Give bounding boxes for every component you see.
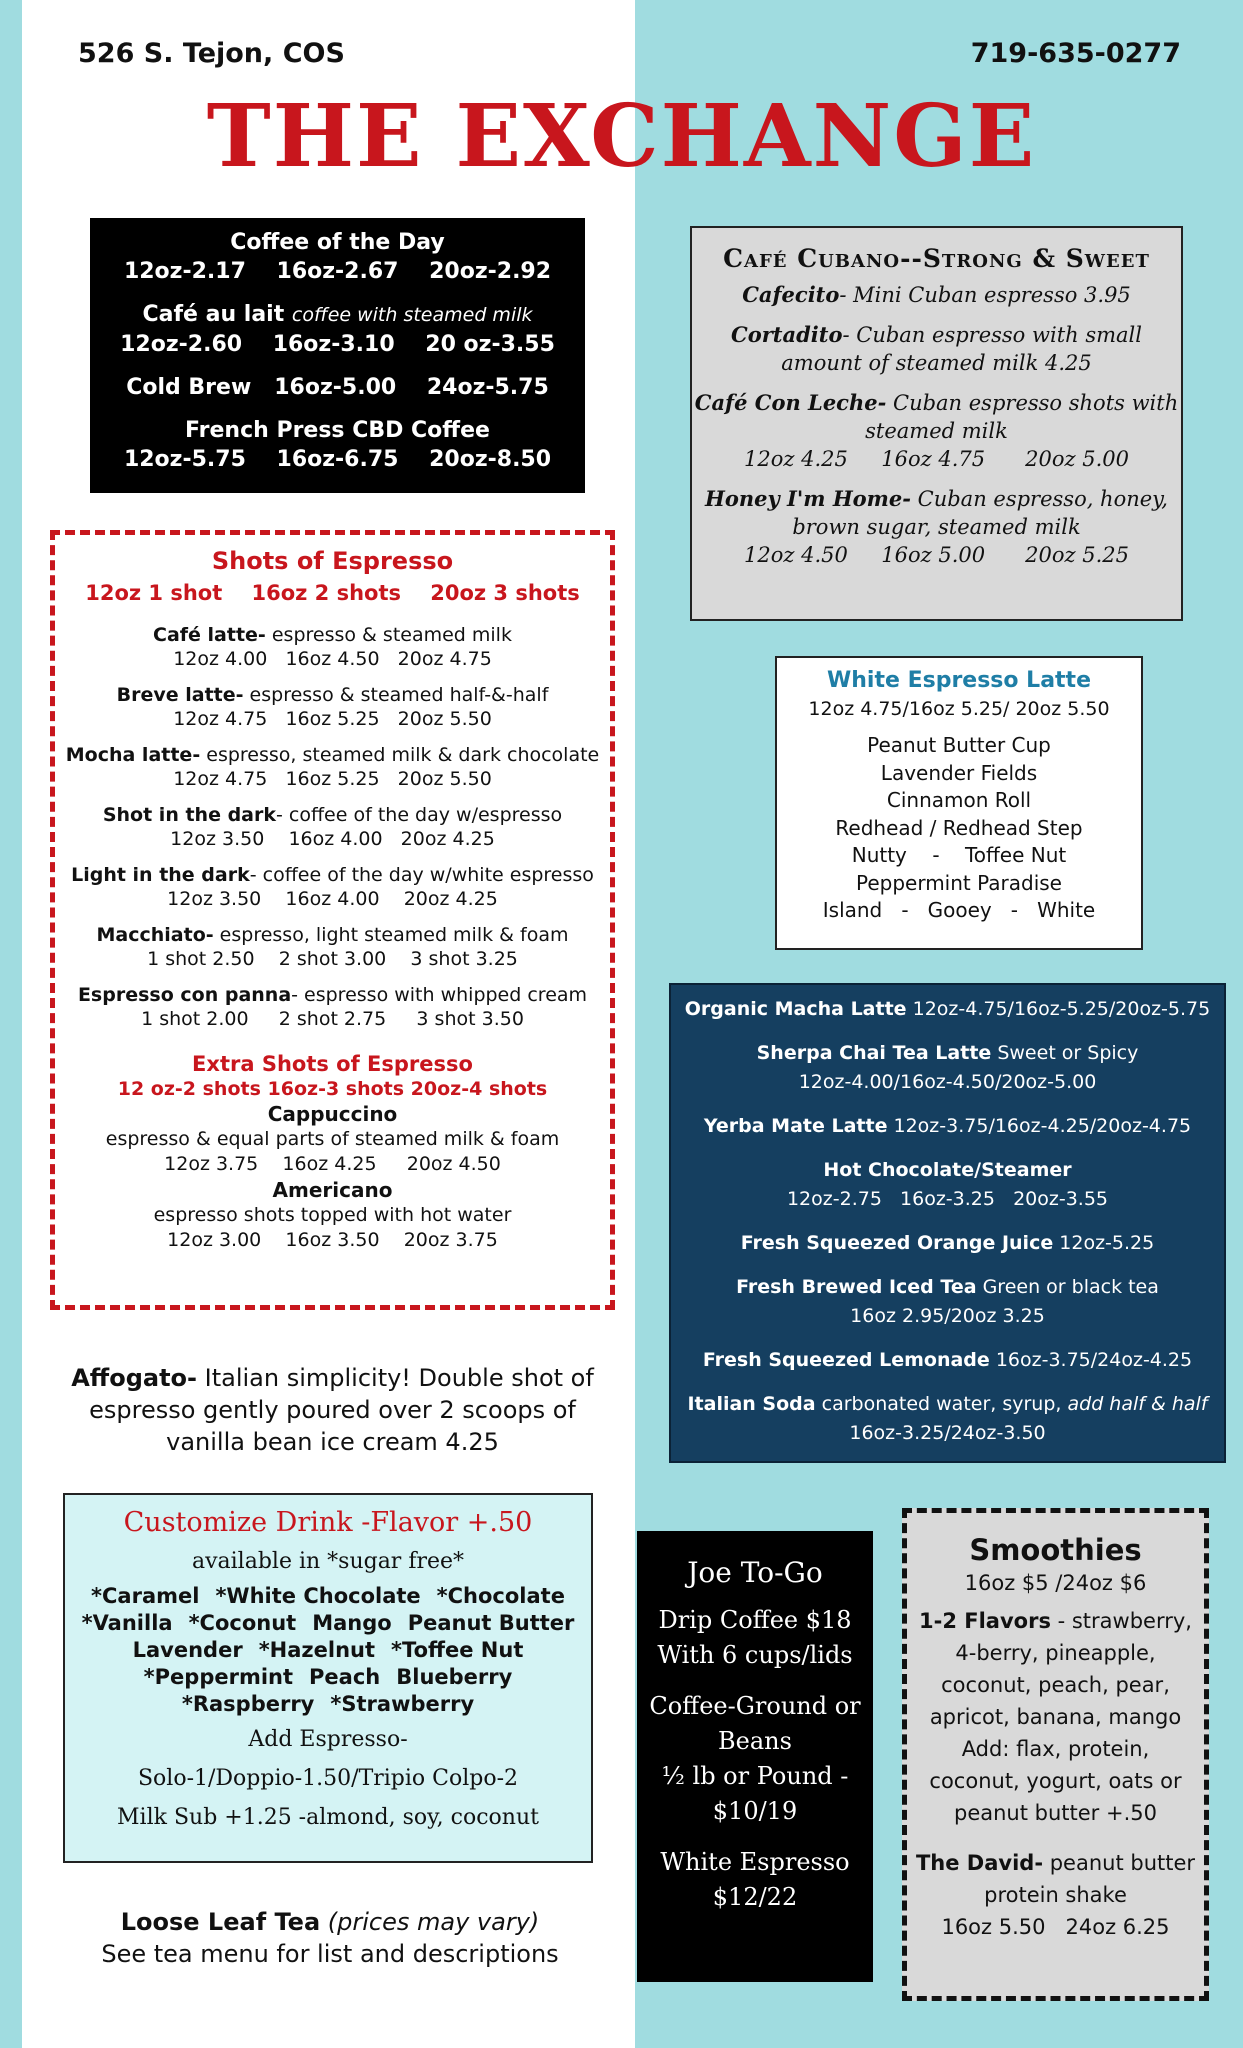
joe-drip-coffee — [637, 1603, 873, 1673]
white-latte-flavor: Lavender Fields — [880, 760, 1038, 785]
white-espresso-latte-box — [775, 656, 1143, 950]
specialty-item — [671, 1039, 1224, 1097]
tea-note: (prices may vary) — [320, 1908, 540, 1936]
joe-line: $12/22 — [712, 1883, 798, 1911]
espresso-shot-options: Solo-1/Doppio-1.50/Tripio Colpo-2 — [137, 1766, 519, 1791]
smoothie-flavor-line — [907, 1637, 1204, 1669]
cappuccino-desc: espresso & equal parts of steamed milk & foam — [105, 1128, 560, 1150]
espresso-item-line — [55, 623, 610, 647]
specialty-item-line — [671, 1390, 1224, 1419]
smoothie-flavor-text: - strawberry, — [1050, 1609, 1192, 1633]
espresso-item-name: Espresso con panna — [77, 984, 292, 1006]
customize-drink-box — [63, 1493, 593, 1863]
cubano-item — [692, 389, 1181, 473]
espresso-item — [55, 683, 610, 731]
espresso-item-name: Breve latte- — [116, 684, 244, 706]
specialty-item-name: Hot Chocolate/Steamer — [823, 1159, 1072, 1181]
espresso-heading: Shots of Espresso — [211, 547, 454, 575]
espresso-item — [55, 983, 610, 1031]
flavor-list — [65, 1583, 591, 1718]
flavor-name: *Caramel — [91, 1584, 200, 1608]
specialty-item — [671, 1112, 1224, 1141]
espresso-item-name: Macchiato- — [96, 924, 214, 946]
espresso-item-desc: espresso & steamed half-&-half — [243, 684, 549, 706]
smoothie-flavor-text: peanut butter +.50 — [954, 1801, 1157, 1825]
specialty-item-line — [671, 1112, 1224, 1141]
specialty-item-name: Fresh Squeezed Orange Juice — [740, 1232, 1054, 1254]
specialty-item-prices: 12oz-4.00/16oz-4.50/20oz-5.00 — [798, 1071, 1097, 1093]
joe-line: Beans — [718, 1727, 792, 1755]
espresso-item-desc: - espresso with whipped cream — [291, 984, 588, 1006]
cubano-item-name: Cafecito — [742, 282, 840, 307]
espresso-sizes: 12oz 1 shot 16oz 2 shots 20oz 3 shots — [85, 581, 580, 605]
flavor-row — [65, 1664, 591, 1691]
smoothie-flavor-line — [907, 1733, 1204, 1765]
smoothies-sizes: 16oz $5 /24oz $6 — [964, 1571, 1147, 1595]
specialty-item-name: Organic Macha Latte — [684, 998, 907, 1020]
the-david-line2: protein shake — [984, 1883, 1127, 1907]
affogato-item — [55, 1362, 610, 1458]
specialty-item-prices: 12oz-2.75 16oz-3.25 20oz-3.55 — [786, 1188, 1109, 1210]
cubano-item-desc: Cuban espresso shots with steamed milk — [865, 391, 1179, 443]
extra-shots-sizes: 12 oz-2 shots 16oz-3 shots 20oz-4 shots — [117, 1078, 548, 1100]
espresso-item-prices: 12oz 4.75 16oz 5.25 20oz 5.50 — [173, 768, 492, 790]
flavor-name: *Toffee Nut — [391, 1638, 524, 1662]
espresso-item-prices: 1 shot 2.00 2 shot 2.75 3 shot 3.50 — [141, 1008, 524, 1030]
cubano-heading: Café Cubano--Strong & Sweet — [723, 244, 1150, 273]
americano-prices: 12oz 3.00 16oz 3.50 20oz 3.75 — [167, 1229, 498, 1251]
espresso-item — [55, 923, 610, 971]
flavor-name: *White Chocolate — [215, 1584, 421, 1608]
flavor-name: *Vanilla — [81, 1611, 173, 1635]
smoothie-flavor-line — [907, 1765, 1204, 1797]
cafe-au-lait-prices: 12oz-2.60 16oz-3.10 20 oz-3.55 — [120, 332, 555, 357]
specialty-item-line — [671, 1273, 1224, 1302]
add-espresso-label: Add Espresso- — [248, 1727, 408, 1752]
espresso-item-line — [55, 803, 610, 827]
specialty-item-line — [671, 1039, 1224, 1068]
flavor-name: *Strawberry — [330, 1692, 475, 1716]
flavor-row — [65, 1583, 591, 1610]
coffee-of-day-prices: 12oz-2.17 16oz-2.67 20oz-2.92 — [123, 259, 552, 284]
joe-coffee-beans — [637, 1689, 873, 1829]
cubano-item-name: Cortadito — [731, 322, 843, 347]
americano-desc: espresso shots topped with hot water — [153, 1204, 512, 1226]
cubano-item-desc: - Cuban espresso with small amount of steamed milk 4.25 — [781, 323, 1142, 375]
specialty-item-name: Fresh Brewed Iced Tea — [736, 1276, 977, 1298]
specialty-item-desc-italic: add half & half — [1067, 1393, 1208, 1415]
sugar-free-note: available in *sugar free* — [191, 1549, 465, 1574]
customize-heading: Customize Drink -Flavor +.50 — [123, 1507, 533, 1538]
specialty-item-desc: 12oz-3.75/16oz-4.25/20oz-4.75 — [887, 1115, 1192, 1137]
specialty-item — [671, 1156, 1224, 1214]
smoothie-flavors — [907, 1605, 1204, 1829]
espresso-item — [55, 623, 610, 671]
white-latte-flavor: Nutty - Toffee Nut — [851, 843, 1067, 867]
white-latte-flavor: Cinnamon Roll — [886, 788, 1032, 812]
joe-line: White Espresso — [660, 1848, 850, 1876]
cbd-coffee-name: French Press CBD Coffee — [185, 418, 490, 443]
cubano-item-name: Café Con Leche- — [694, 390, 887, 415]
smoothie-flavor-line — [907, 1701, 1204, 1733]
espresso-item-prices: 12oz 4.00 16oz 4.50 20oz 4.75 — [173, 648, 492, 670]
the-david-name: The David- — [915, 1851, 1044, 1875]
flavor-name: Lavender — [132, 1638, 243, 1662]
smoothie-flavor-line — [907, 1605, 1204, 1637]
affogato-desc: Italian simplicity! Double shot of espresso gently poured over 2 scoops of vanilla bean ice cream 4.25 — [89, 1364, 594, 1456]
cubano-item-prices: 12oz 4.50 16oz 5.00 20oz 5.25 — [743, 543, 1129, 567]
flavor-name: *Chocolate — [436, 1584, 565, 1608]
cafe-au-lait-desc: coffee with steamed milk — [291, 304, 533, 326]
specialty-item-name: Italian Soda — [687, 1393, 816, 1415]
specialty-item-name: Yerba Mate Latte — [703, 1115, 888, 1137]
espresso-item — [55, 803, 610, 851]
joe-line: Drip Coffee $18 — [658, 1606, 852, 1634]
tea-name: Loose Leaf Tea — [120, 1908, 321, 1936]
smoothie-flavor-line — [907, 1669, 1204, 1701]
espresso-item-desc: espresso, steamed milk & dark chocolate — [200, 744, 600, 766]
coffee-menu-box — [90, 218, 585, 493]
specialty-item — [671, 1390, 1224, 1448]
coffee-of-day-name: Coffee of the Day — [230, 230, 445, 255]
espresso-item-line — [55, 743, 610, 767]
flavor-name: *Raspberry — [181, 1692, 315, 1716]
specialty-item — [671, 995, 1224, 1024]
loose-leaf-tea — [90, 1906, 570, 1970]
specialty-item-desc: carbonated water, syrup, — [815, 1393, 1068, 1415]
smoothie-flavor-text: coconut, peach, pear, — [941, 1673, 1170, 1697]
specialty-item-desc: 12oz-5.25 — [1053, 1232, 1155, 1254]
cubano-item-prices: 12oz 4.25 16oz 4.75 20oz 5.00 — [743, 447, 1129, 471]
joe-white-espresso — [637, 1845, 873, 1915]
espresso-item-name: Light in the dark — [71, 864, 250, 886]
flavor-name: *Coconut — [188, 1611, 297, 1635]
flavor-name: *Peppermint — [143, 1665, 294, 1689]
smoothie-flavor-line — [907, 1797, 1204, 1829]
cubano-item-name: Honey I'm Home- — [705, 486, 911, 511]
specialty-item-prices: 16oz 2.95/20oz 3.25 — [850, 1305, 1045, 1327]
specialty-drinks-box — [669, 983, 1226, 1463]
specialty-item-line — [671, 1156, 1224, 1185]
white-latte-flavor: Redhead / Redhead Step — [835, 815, 1083, 840]
the-david-line — [907, 1847, 1204, 1879]
specialty-item-prices: 16oz-3.25/24oz-3.50 — [849, 1422, 1046, 1444]
white-latte-flavor: Peanut Butter Cup — [867, 733, 1051, 757]
joe-to-go-box — [637, 1531, 873, 1982]
specialty-item-line — [671, 995, 1224, 1024]
address: 526 S. Tejon, COS — [78, 38, 345, 69]
espresso-item-prices: 12oz 3.50 16oz 4.00 20oz 4.25 — [170, 828, 495, 850]
espresso-item-name: Mocha latte- — [65, 744, 201, 766]
joe-heading: Joe To-Go — [687, 1556, 823, 1589]
espresso-item-desc: espresso & steamed milk — [265, 624, 512, 646]
specialty-item — [671, 1273, 1224, 1331]
joe-line: ½ lb or Pound - — [661, 1762, 849, 1790]
cubano-item-desc: - Mini Cuban espresso 3.95 — [839, 283, 1131, 307]
cubano-item-desc: Cuban espresso, honey, brown sugar, steamed milk — [792, 487, 1168, 539]
phone-number: 719-635-0277 — [970, 38, 1181, 69]
espresso-item-prices: 12oz 3.50 16oz 4.00 20oz 4.25 — [167, 888, 498, 910]
affogato-name: Affogato- — [71, 1364, 197, 1392]
cafe-au-lait-line — [90, 300, 585, 330]
white-latte-flavor: Island - Gooey - White — [822, 898, 1096, 922]
cappuccino-prices: 12oz 3.75 16oz 4.25 20oz 4.50 — [164, 1153, 501, 1175]
joe-line: $10/19 — [712, 1797, 798, 1825]
flavor-row — [65, 1610, 591, 1637]
milk-sub-options: Milk Sub +1.25 -almond, soy, coconut — [117, 1805, 539, 1830]
cbd-coffee-prices: 12oz-5.75 16oz-6.75 20oz-8.50 — [123, 447, 552, 472]
flavor-row — [65, 1637, 591, 1664]
cafe-cubano-box — [690, 226, 1183, 621]
tea-desc: See tea menu for list and descriptions — [101, 1940, 559, 1968]
smoothie-flavor-text: coconut, yogurt, oats or — [929, 1769, 1182, 1793]
joe-line: With 6 cups/lids — [657, 1641, 853, 1669]
white-latte-prices: 12oz 4.75/16oz 5.25/ 20oz 5.50 — [808, 698, 1110, 720]
specialty-item-desc: 12oz-4.75/16oz-5.25/20oz-5.75 — [906, 998, 1211, 1020]
espresso-item-line — [55, 923, 610, 947]
smoothies-box — [902, 1508, 1209, 2001]
smoothie-flavor-text: 4-berry, pineapple, — [955, 1641, 1156, 1665]
espresso-item-name: Shot in the dark — [102, 804, 276, 826]
flavor-name: Mango — [312, 1611, 392, 1635]
espresso-item-line — [55, 683, 610, 707]
the-david-desc: peanut butter — [1043, 1851, 1196, 1875]
espresso-item-line — [55, 863, 610, 887]
smoothies-heading: Smoothies — [969, 1533, 1142, 1567]
specialty-item-desc: Green or black tea — [976, 1276, 1159, 1298]
espresso-item-prices: 12oz 4.75 16oz 5.25 20oz 5.50 — [173, 708, 492, 730]
flavor-name: *Hazelnut — [258, 1638, 376, 1662]
flavor-name: Peanut Butter — [407, 1611, 575, 1635]
joe-line: Coffee-Ground or — [649, 1692, 861, 1720]
specialty-item-name: Sherpa Chai Tea Latte — [756, 1042, 992, 1064]
tea-line — [90, 1906, 570, 1938]
espresso-item-desc: - coffee of the day w/white espresso — [249, 864, 594, 886]
cubano-item — [692, 485, 1181, 569]
flavor-row — [65, 1691, 591, 1718]
cappuccino-name: Cappuccino — [267, 1102, 398, 1126]
specialty-item-line — [671, 1346, 1224, 1375]
espresso-item — [55, 863, 610, 911]
espresso-item-line — [55, 983, 610, 1007]
cubano-item — [692, 281, 1181, 309]
cubano-items — [692, 281, 1181, 569]
smoothie-flavor-text: Add: flax, protein, — [961, 1737, 1150, 1761]
the-david-prices: 16oz 5.50 24oz 6.25 — [941, 1915, 1170, 1939]
flavor-name: Blueberry — [396, 1665, 513, 1689]
espresso-menu-box — [50, 530, 615, 1310]
cafe-au-lait-name: Café au lait — [142, 302, 285, 327]
espresso-item-desc: espresso, light steamed milk & foam — [213, 924, 569, 946]
espresso-items — [55, 623, 610, 1031]
specialty-item — [671, 1346, 1224, 1375]
americano-name: Americano — [272, 1178, 393, 1202]
smoothie-flavor-text: apricot, banana, mango — [929, 1705, 1182, 1729]
specialty-item-desc: Sweet or Spicy — [991, 1042, 1139, 1064]
espresso-item-name: Café latte- — [153, 624, 266, 646]
specialty-item — [671, 1229, 1224, 1258]
extra-shots-heading: Extra Shots of Espresso — [192, 1052, 473, 1076]
espresso-item — [55, 743, 610, 791]
cold-brew-line: Cold Brew 16oz-5.00 24oz-5.75 — [126, 375, 549, 400]
cubano-item — [692, 321, 1181, 377]
espresso-item-prices: 1 shot 2.50 2 shot 3.00 3 shot 3.25 — [147, 948, 518, 970]
page-title: THE EXCHANGE — [206, 86, 1037, 187]
smoothie-flavors-label: 1-2 Flavors — [919, 1609, 1051, 1633]
specialty-item-line — [671, 1229, 1224, 1258]
specialty-item-name: Fresh Squeezed Lemonade — [702, 1349, 990, 1371]
specialty-item-desc: 16oz-3.75/24oz-4.25 — [989, 1349, 1193, 1371]
white-latte-heading: White Espresso Latte — [827, 668, 1091, 693]
white-latte-flavor: Peppermint Paradise — [855, 870, 1062, 895]
white-latte-flavors — [777, 732, 1141, 925]
flavor-name: Peach — [309, 1665, 381, 1689]
espresso-item-desc: - coffee of the day w/espresso — [276, 804, 563, 826]
